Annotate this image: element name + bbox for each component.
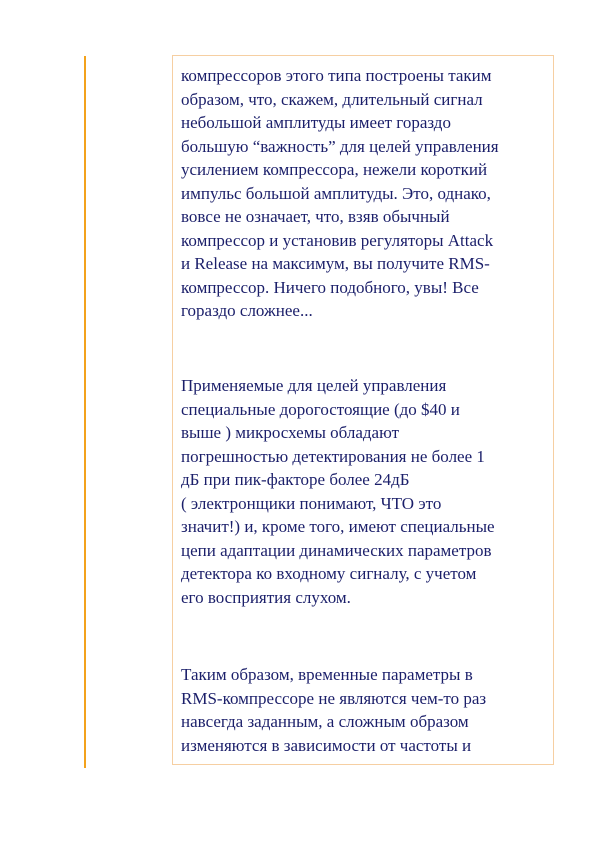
paragraph-3	[181, 663, 553, 757]
paragraph-line: цепи адаптации динамических параметров	[181, 540, 492, 560]
paragraph-2	[181, 374, 553, 609]
paragraph-line: изменяются в зависимости от частоты и	[181, 735, 472, 755]
paragraph-line: образом, что, скажем, длительный сигнал	[181, 89, 483, 109]
paragraph-line: погрешностью детектирования не более 1	[181, 446, 485, 466]
paragraph-line: импульс большой амплитуды. Это, однако,	[181, 183, 491, 203]
paragraph-line: RMS-компрессоре не являются чем-то раз	[181, 688, 487, 708]
paragraph-line: ( электронщики понимают, ЧТО это	[181, 493, 442, 513]
paragraph-line: Применяемые для целей управления	[181, 376, 447, 395]
paragraph-line: гораздо сложнее...	[181, 301, 313, 320]
paragraph-line: специальные дорогостоящие (до $40 и	[181, 399, 460, 419]
paragraph-line: вовсе не означает, что, взяв обычный	[181, 207, 450, 226]
paragraph-line: детектора ко входному сигналу, с учетом	[181, 564, 477, 583]
paragraph-line: дБ при пик-факторе более 24дБ	[181, 470, 410, 489]
paragraph-1	[181, 64, 553, 323]
paragraph-line: навсегда заданным, а сложным образом	[181, 712, 469, 731]
paragraph-line: значит!) и, кроме того, имеют специальные	[181, 517, 495, 536]
paragraph-line: и Release на максимум, вы получите RMS-	[181, 254, 490, 273]
paragraph-line: компрессор и установив регуляторы Attack	[181, 230, 494, 250]
left-margin-rule	[84, 56, 86, 768]
paragraph-line: небольшой амплитуды имеет гораздо	[181, 113, 451, 132]
paragraph-line: его восприятия слухом.	[181, 587, 351, 607]
paragraph-line: усилением компрессора, нежели короткий	[181, 160, 488, 179]
paragraph-line: Таким образом, временные параметры в	[181, 665, 473, 684]
paragraph-line: компрессоров этого типа построены таким	[181, 66, 492, 85]
paragraph-line: выше ) микросхемы обладают	[181, 423, 400, 442]
paragraph-line: компрессор. Ничего подобного, увы! Все	[181, 277, 479, 297]
paragraph-line: большую “важность” для целей управления	[181, 136, 499, 156]
